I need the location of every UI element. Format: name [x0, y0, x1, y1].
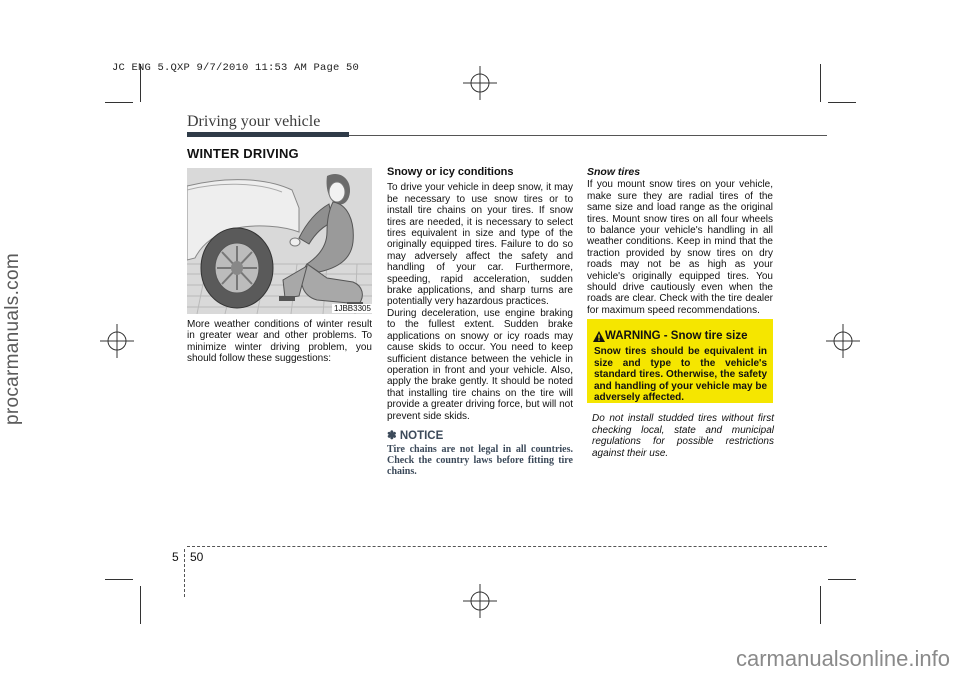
- snow-tires-paragraph: If you mount snow tires on your vehicle, make sure they are radial tires of the same size and load range as the original tires. Mount snow tires on all four wheels to balance your vehicle's handling in all weather conditions. Keep in mind that the traction provided by snow tires on dry roads may not be as high as your vehicle's originally equipped tires. You should drive cautiously even when the roads are clear. Check with the tire dealer for maximum speed recommendations.: [587, 179, 773, 316]
- registration-mark-icon: [463, 66, 497, 100]
- registration-mark-icon: [463, 584, 497, 618]
- illustration-code: 1JBB3305: [334, 304, 371, 313]
- page-number: 50: [190, 550, 204, 564]
- page-heading: WINTER DRIVING: [187, 146, 299, 161]
- notice-body: Tire chains are not legal in all countries. Check the country laws before fitting tire chains.: [387, 444, 573, 478]
- bottom-watermark: carmanualsonline.info: [735, 646, 950, 671]
- snowy-icy-heading: Snowy or icy conditions: [387, 166, 514, 178]
- crop-mark: [828, 102, 856, 103]
- registration-mark-icon: [100, 324, 134, 358]
- crop-mark: [105, 579, 133, 580]
- warning-triangle-icon: [593, 331, 605, 342]
- studded-tires-note: Do not install studded tires without first checking local, state and municipal regulations for possible restrictions against their use.: [592, 413, 774, 459]
- crop-mark: [105, 102, 133, 103]
- snow-tires-column: [587, 167, 773, 316]
- footer-rule: [187, 546, 827, 547]
- header-rule: [349, 135, 827, 136]
- header-bar: [187, 132, 349, 137]
- side-watermark: procarmanuals.com: [2, 253, 23, 425]
- warning-title: WARNING - Snow tire size: [605, 330, 748, 342]
- notice-heading: ✽ NOTICE: [387, 429, 444, 442]
- intro-paragraph: More weather conditions of winter result in greater wear and other problems. To minimize winter driving problem, you should follow these suggestions:: [187, 319, 372, 365]
- registration-mark-icon: [826, 324, 860, 358]
- intro-column: [187, 319, 372, 365]
- footer-divider: [184, 549, 185, 597]
- crop-mark: [140, 586, 141, 624]
- warning-body: Snow tires should be equivalent in size and type to the vehicle's standard tires. Otherwise, the safety and handling of your vehicle may be adversely affected.: [594, 346, 767, 403]
- snow-tires-heading: Snow tires: [587, 166, 641, 178]
- snowy-icy-paragraph-2: During deceleration, use engine braking to the fullest extent. Sudden brake applications on snowy or icy roads may cause skids to occur. You need to keep sufficient distance between the vehicle in operation in front and your vehicle. Also, apply the brake gently. It should be noted that installing tire chains on the tire will provide a greater driving force, but will not prevent side skids.: [387, 307, 573, 422]
- woman-fitting-tire-chain-illustration: [187, 168, 372, 314]
- snowy-icy-column: [387, 167, 573, 477]
- print-slug: JC ENG 5.QXP 9/7/2010 11:53 AM Page 50: [112, 62, 360, 74]
- section-number: 5: [172, 550, 179, 564]
- warning-box: [587, 319, 773, 403]
- section-title: Driving your vehicle: [187, 113, 321, 130]
- snowy-icy-paragraph-1: To drive your vehicle in deep snow, it may be necessary to use snow tires or to install tire chains on your tires. If snow tires are needed, it is necessary to select tires equivalent in size and type of the originally equipped tires. Failure to do so may adversely affect the safety and handling of your car. Furthermore, speeding, rapid acceleration, sudden brake applications, and sharp turns are potentially very hazardous practices.: [387, 182, 573, 308]
- crop-mark: [828, 579, 856, 580]
- crop-mark: [820, 586, 821, 624]
- crop-mark: [820, 64, 821, 102]
